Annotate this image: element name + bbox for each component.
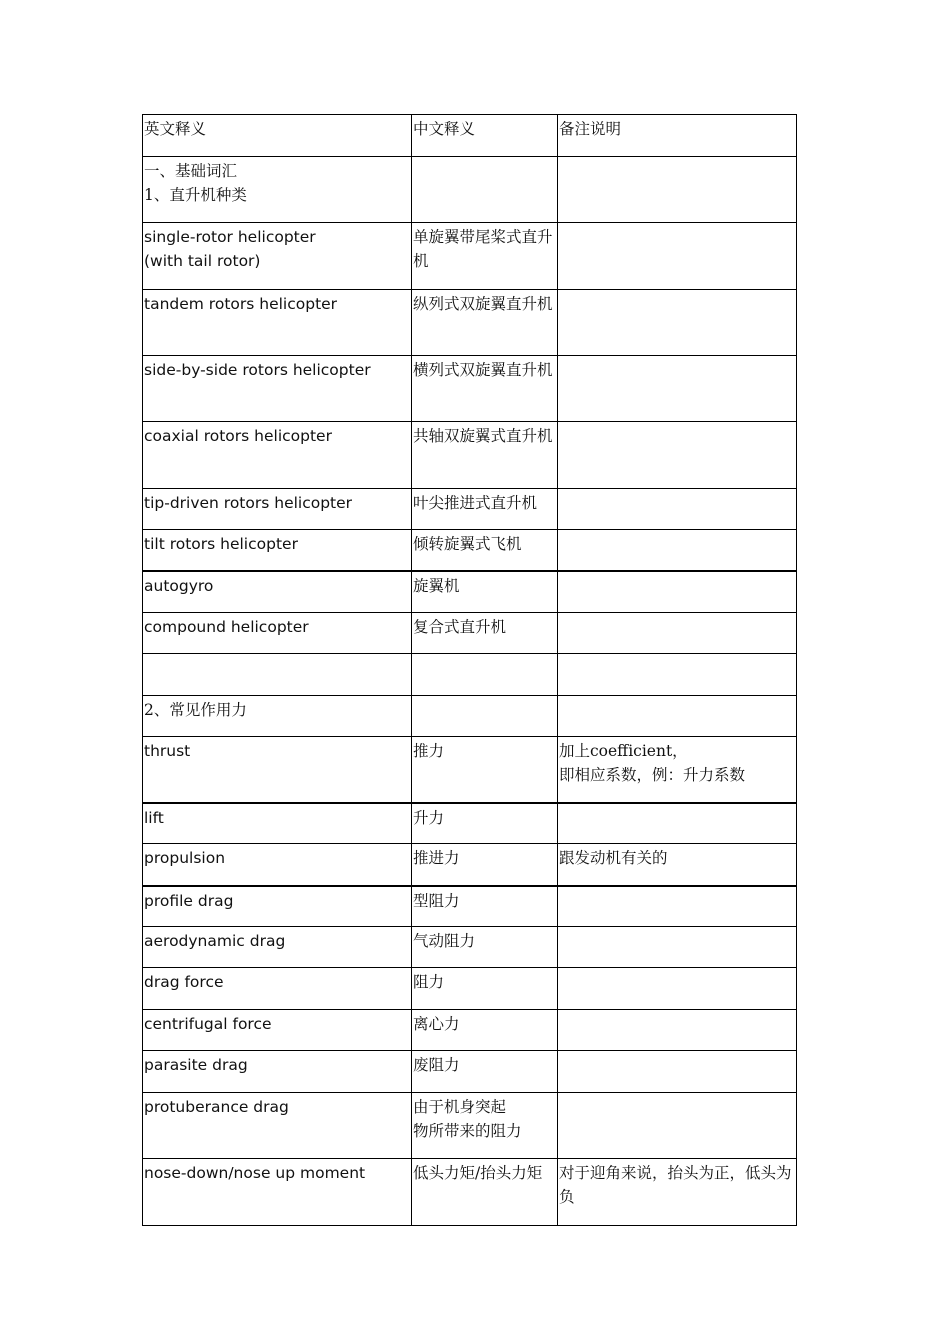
cell-note	[558, 803, 797, 844]
cell-english: propulsion	[143, 844, 412, 886]
cell-chinese: 单旋翼带尾桨式直升机	[412, 223, 558, 290]
cell-english: lift	[143, 803, 412, 844]
cell-chinese: 倾转旋翼式飞机	[412, 530, 558, 571]
cell-english: single-rotor helicopter (with tail rotor)	[143, 223, 412, 290]
cell-chinese: 阻力	[412, 968, 558, 1010]
cell-note: 跟发动机有关的	[558, 844, 797, 886]
cell-note	[558, 1093, 797, 1159]
cell-english: thrust	[143, 737, 412, 803]
table-header-row	[143, 115, 797, 157]
cell-english: parasite drag	[143, 1051, 412, 1093]
header-note: 备注说明	[558, 115, 797, 157]
cell-chinese: 型阻力	[412, 886, 558, 927]
cell-note	[558, 968, 797, 1010]
cell-chinese: 废阻力	[412, 1051, 558, 1093]
cell-english: protuberance drag	[143, 1093, 412, 1159]
cell-chinese: 旋翼机	[412, 571, 558, 613]
cell-chinese: 推力	[412, 737, 558, 803]
table-row	[143, 613, 797, 654]
cell-chinese: 共轴双旋翼式直升机	[412, 422, 558, 489]
cell-english: aerodynamic drag	[143, 927, 412, 968]
cell-note	[558, 654, 797, 696]
cell-note	[558, 157, 797, 223]
cell-english: tip-driven rotors helicopter	[143, 489, 412, 530]
cell-chinese: 横列式双旋翼直升机	[412, 356, 558, 422]
table-row	[143, 157, 797, 223]
cell-chinese: 低头力矩/抬头力矩	[412, 1159, 558, 1226]
glossary-table	[142, 114, 797, 1226]
cell-note	[558, 571, 797, 613]
table-row	[143, 927, 797, 968]
header-english: 英文释义	[143, 115, 412, 157]
cell-chinese: 叶尖推进式直升机	[412, 489, 558, 530]
cell-note	[558, 696, 797, 737]
table-row	[143, 290, 797, 356]
cell-note: 对于迎角来说，抬头为正，低头为负	[558, 1159, 797, 1226]
table-row	[143, 1010, 797, 1051]
cell-english: centrifugal force	[143, 1010, 412, 1051]
cell-chinese	[412, 654, 558, 696]
cell-note	[558, 223, 797, 290]
table-row	[143, 968, 797, 1010]
section-heading: 一、基础词汇 1、直升机种类	[143, 157, 412, 223]
cell-english: tilt rotors helicopter	[143, 530, 412, 571]
table-row	[143, 844, 797, 886]
cell-note	[558, 530, 797, 571]
cell-note	[558, 1051, 797, 1093]
cell-chinese: 气动阻力	[412, 927, 558, 968]
table-row	[143, 1093, 797, 1159]
table-row-empty	[143, 654, 797, 696]
cell-chinese: 复合式直升机	[412, 613, 558, 654]
table-row	[143, 489, 797, 530]
table-row	[143, 422, 797, 489]
cell-note	[558, 290, 797, 356]
table-row	[143, 737, 797, 803]
cell-english: coaxial rotors helicopter	[143, 422, 412, 489]
cell-chinese: 推进力	[412, 844, 558, 886]
cell-english: nose-down/nose up moment	[143, 1159, 412, 1226]
cell-english: autogyro	[143, 571, 412, 613]
cell-english: compound helicopter	[143, 613, 412, 654]
cell-chinese: 由于机身突起 物所带来的阻力	[412, 1093, 558, 1159]
cell-english	[143, 654, 412, 696]
cell-note	[558, 422, 797, 489]
cell-note	[558, 613, 797, 654]
cell-note	[558, 356, 797, 422]
cell-chinese	[412, 157, 558, 223]
section-heading: 2、常见作用力	[143, 696, 412, 737]
table-row	[143, 1051, 797, 1093]
cell-chinese: 离心力	[412, 1010, 558, 1051]
cell-chinese: 升力	[412, 803, 558, 844]
cell-note	[558, 927, 797, 968]
table-row	[143, 356, 797, 422]
cell-note	[558, 886, 797, 927]
table-row	[143, 530, 797, 571]
table-row	[143, 1159, 797, 1226]
table-row	[143, 223, 797, 290]
table-row	[143, 886, 797, 927]
cell-chinese: 纵列式双旋翼直升机	[412, 290, 558, 356]
table-row	[143, 571, 797, 613]
cell-note	[558, 1010, 797, 1051]
header-chinese: 中文释义	[412, 115, 558, 157]
cell-english: drag force	[143, 968, 412, 1010]
table-row	[143, 803, 797, 844]
cell-english: side-by-side rotors helicopter	[143, 356, 412, 422]
table-row	[143, 696, 797, 737]
cell-note: 加上coefficient， 即相应系数，例：升力系数	[558, 737, 797, 803]
cell-chinese	[412, 696, 558, 737]
cell-note	[558, 489, 797, 530]
cell-english: tandem rotors helicopter	[143, 290, 412, 356]
cell-english: profile drag	[143, 886, 412, 927]
